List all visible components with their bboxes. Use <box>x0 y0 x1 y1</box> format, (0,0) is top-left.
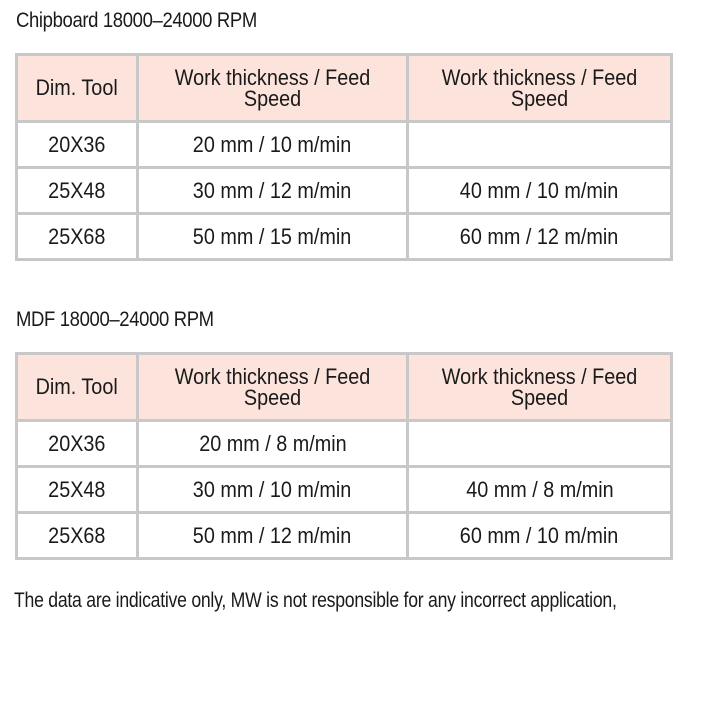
feed-speed-cell: 40 mm / 10 m/min <box>407 168 671 214</box>
feed-speed-cell: 30 mm / 10 m/min <box>137 467 407 513</box>
table-row <box>17 122 672 168</box>
header-work-thickness-feed-speed: Work thickness / Feed Speed <box>137 55 407 122</box>
header-work-thickness-feed-speed: Work thickness / Feed Speed <box>407 354 671 421</box>
dim-tool-cell: 25X48 <box>17 467 138 513</box>
feed-speed-cell: 50 mm / 12 m/min <box>137 513 407 559</box>
dim-tool-cell: 20X36 <box>17 421 138 467</box>
feed-speed-cell: 40 mm / 8 m/min <box>407 467 671 513</box>
feed-speed-cell: 20 mm / 10 m/min <box>137 122 407 168</box>
header-work-thickness-feed-speed: Work thickness / Feed Speed <box>137 354 407 421</box>
chipboard-section-title: Chipboard 18000–24000 RPM <box>16 9 257 32</box>
table-row <box>17 421 672 467</box>
mdf-spec-table <box>15 352 673 560</box>
feed-speed-cell <box>407 421 671 467</box>
table-header-row <box>17 55 672 122</box>
feed-speed-cell: 60 mm / 12 m/min <box>407 214 671 260</box>
table-row <box>17 467 672 513</box>
dim-tool-cell: 25X48 <box>17 168 138 214</box>
dim-tool-cell: 25X68 <box>17 513 138 559</box>
feed-speed-cell: 30 mm / 12 m/min <box>137 168 407 214</box>
table-row <box>17 214 672 260</box>
chipboard-spec-table <box>15 53 673 261</box>
table-row <box>17 168 672 214</box>
table-row <box>17 513 672 559</box>
dim-tool-cell: 25X68 <box>17 214 138 260</box>
feed-speed-cell: 50 mm / 15 m/min <box>137 214 407 260</box>
mdf-section-title: MDF 18000–24000 RPM <box>16 308 214 331</box>
dim-tool-cell: 20X36 <box>17 122 138 168</box>
feed-speed-cell <box>407 122 671 168</box>
header-dim-tool: Dim. Tool <box>17 354 138 421</box>
feed-speed-cell: 60 mm / 10 m/min <box>407 513 671 559</box>
disclaimer-text: The data are indicative only, MW is not responsible for any incorrect application, <box>14 589 617 612</box>
table-header-row <box>17 354 672 421</box>
header-dim-tool: Dim. Tool <box>17 55 138 122</box>
feed-speed-cell: 20 mm / 8 m/min <box>137 421 407 467</box>
header-work-thickness-feed-speed: Work thickness / Feed Speed <box>407 55 671 122</box>
